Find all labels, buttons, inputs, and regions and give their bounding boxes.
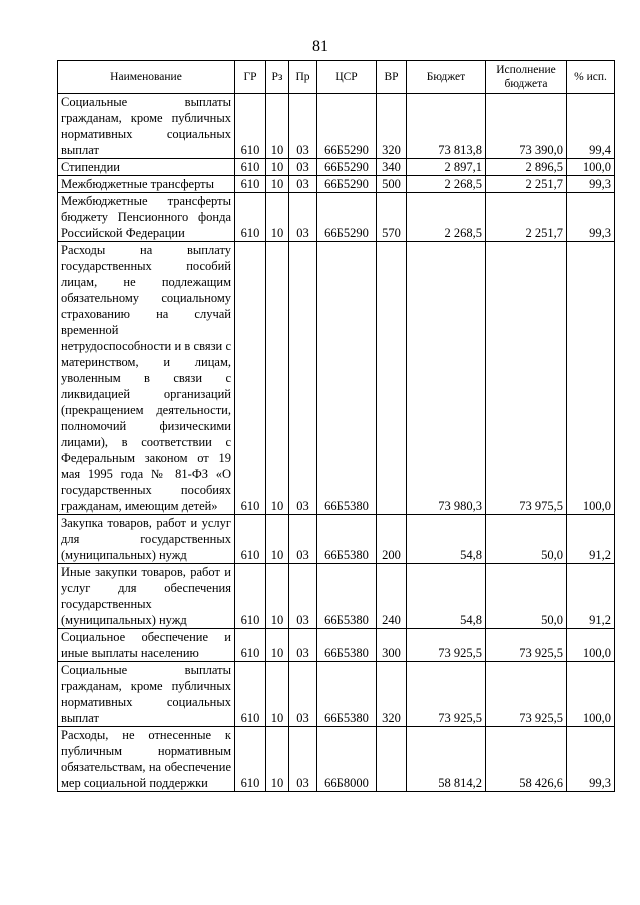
row-name: Расходы, не отнесенные к публичным нормативным обязательствам, на обеспечение мер социальной поддержки — [58, 727, 235, 792]
row-percent: 99,3 — [567, 193, 615, 242]
row-percent: 91,2 — [567, 515, 615, 564]
row-pr: 03 — [289, 242, 317, 515]
row-gr: 610 — [235, 242, 266, 515]
row-percent: 99,3 — [567, 176, 615, 193]
header-pr: Пр — [289, 61, 317, 94]
row-pr: 03 — [289, 564, 317, 629]
row-csr: 66Б5290 — [317, 159, 377, 176]
table-header-row — [58, 61, 615, 94]
row-rz: 10 — [266, 515, 289, 564]
row-vr: 320 — [377, 662, 407, 727]
row-percent: 100,0 — [567, 159, 615, 176]
row-pr: 03 — [289, 662, 317, 727]
row-rz: 10 — [266, 629, 289, 662]
row-name: Межбюджетные трансферты бюджету Пенсионного фонда Российской Федерации — [58, 193, 235, 242]
table-row — [58, 629, 615, 662]
row-budget: 73 980,3 — [407, 242, 486, 515]
table-row — [58, 242, 615, 515]
row-rz: 10 — [266, 176, 289, 193]
row-budget: 2 897,1 — [407, 159, 486, 176]
row-percent: 100,0 — [567, 242, 615, 515]
row-budget: 73 925,5 — [407, 662, 486, 727]
header-name: Наименование — [58, 61, 235, 94]
row-rz: 10 — [266, 564, 289, 629]
header-budget: Бюджет — [407, 61, 486, 94]
row-vr — [377, 242, 407, 515]
table-row — [58, 515, 615, 564]
row-gr: 610 — [235, 94, 266, 159]
row-budget: 73 925,5 — [407, 629, 486, 662]
table-row — [58, 94, 615, 159]
table-row — [58, 564, 615, 629]
row-name: Социальное обеспечение и иные выплаты населению — [58, 629, 235, 662]
table-row — [58, 727, 615, 792]
row-percent: 91,2 — [567, 564, 615, 629]
row-vr: 200 — [377, 515, 407, 564]
row-pr: 03 — [289, 176, 317, 193]
row-vr: 340 — [377, 159, 407, 176]
row-csr: 66Б5380 — [317, 564, 377, 629]
table-row — [58, 176, 615, 193]
row-vr: 500 — [377, 176, 407, 193]
header-rz: Рз — [266, 61, 289, 94]
row-execution: 2 896,5 — [486, 159, 567, 176]
row-csr: 66Б5290 — [317, 176, 377, 193]
row-csr: 66Б5380 — [317, 662, 377, 727]
row-csr: 66Б5380 — [317, 515, 377, 564]
row-csr: 66Б5380 — [317, 242, 377, 515]
row-execution: 58 426,6 — [486, 727, 567, 792]
row-execution: 73 925,5 — [486, 662, 567, 727]
row-budget: 73 813,8 — [407, 94, 486, 159]
row-gr: 610 — [235, 176, 266, 193]
row-rz: 10 — [266, 193, 289, 242]
row-name: Расходы на выплату государственных пособий лицам, не подлежащим обязательному социальному страхованию на случай временной нетрудоспособности и в связи с материнством, и лицам, уволенным в связи с ликвидацией организаций (прекращением деятельности, полномочий физическими лицами), в соответствии с Федеральным законом от 19 мая 1995 года № 81-ФЗ «О государственных пособиях гражданам, имеющим детей» — [58, 242, 235, 515]
row-percent: 100,0 — [567, 662, 615, 727]
row-execution: 2 251,7 — [486, 193, 567, 242]
table-row — [58, 159, 615, 176]
row-percent: 99,3 — [567, 727, 615, 792]
row-rz: 10 — [266, 94, 289, 159]
page-number: 81 — [312, 38, 328, 55]
row-pr: 03 — [289, 159, 317, 176]
row-csr: 66Б5380 — [317, 629, 377, 662]
row-name: Межбюджетные трансферты — [58, 176, 235, 193]
row-pr: 03 — [289, 193, 317, 242]
row-rz: 10 — [266, 242, 289, 515]
row-budget: 54,8 — [407, 515, 486, 564]
header-percent: % исп. — [567, 61, 615, 94]
row-execution: 2 251,7 — [486, 176, 567, 193]
row-execution: 73 975,5 — [486, 242, 567, 515]
row-gr: 610 — [235, 159, 266, 176]
row-name: Стипендии — [58, 159, 235, 176]
row-rz: 10 — [266, 159, 289, 176]
row-gr: 610 — [235, 662, 266, 727]
header-csr: ЦСР — [317, 61, 377, 94]
row-gr: 610 — [235, 193, 266, 242]
row-pr: 03 — [289, 629, 317, 662]
row-vr: 570 — [377, 193, 407, 242]
table-row — [58, 662, 615, 727]
row-budget: 2 268,5 — [407, 176, 486, 193]
row-rz: 10 — [266, 662, 289, 727]
row-vr: 300 — [377, 629, 407, 662]
row-pr: 03 — [289, 515, 317, 564]
row-execution: 50,0 — [486, 564, 567, 629]
budget-execution-table — [57, 60, 615, 792]
row-vr: 240 — [377, 564, 407, 629]
row-gr: 610 — [235, 515, 266, 564]
row-csr: 66Б5290 — [317, 193, 377, 242]
row-pr: 03 — [289, 94, 317, 159]
header-vr: ВР — [377, 61, 407, 94]
row-budget: 2 268,5 — [407, 193, 486, 242]
row-percent: 99,4 — [567, 94, 615, 159]
row-execution: 73 925,5 — [486, 629, 567, 662]
header-execution: Исполнение бюджета — [486, 61, 567, 94]
row-name: Закупка товаров, работ и услуг для государственных (муниципальных) нужд — [58, 515, 235, 564]
row-budget: 54,8 — [407, 564, 486, 629]
header-gr: ГР — [235, 61, 266, 94]
row-vr: 320 — [377, 94, 407, 159]
row-vr — [377, 727, 407, 792]
row-execution: 73 390,0 — [486, 94, 567, 159]
row-name: Социальные выплаты гражданам, кроме публичных нормативных социальных выплат — [58, 94, 235, 159]
row-pr: 03 — [289, 727, 317, 792]
table-row — [58, 193, 615, 242]
row-gr: 610 — [235, 629, 266, 662]
row-gr: 610 — [235, 727, 266, 792]
row-percent: 100,0 — [567, 629, 615, 662]
row-csr: 66Б5290 — [317, 94, 377, 159]
row-execution: 50,0 — [486, 515, 567, 564]
row-budget: 58 814,2 — [407, 727, 486, 792]
row-gr: 610 — [235, 564, 266, 629]
row-name: Иные закупки товаров, работ и услуг для обеспечения государственных (муниципальных) нужд — [58, 564, 235, 629]
row-name: Социальные выплаты гражданам, кроме публичных нормативных социальных выплат — [58, 662, 235, 727]
row-rz: 10 — [266, 727, 289, 792]
row-csr: 66Б8000 — [317, 727, 377, 792]
